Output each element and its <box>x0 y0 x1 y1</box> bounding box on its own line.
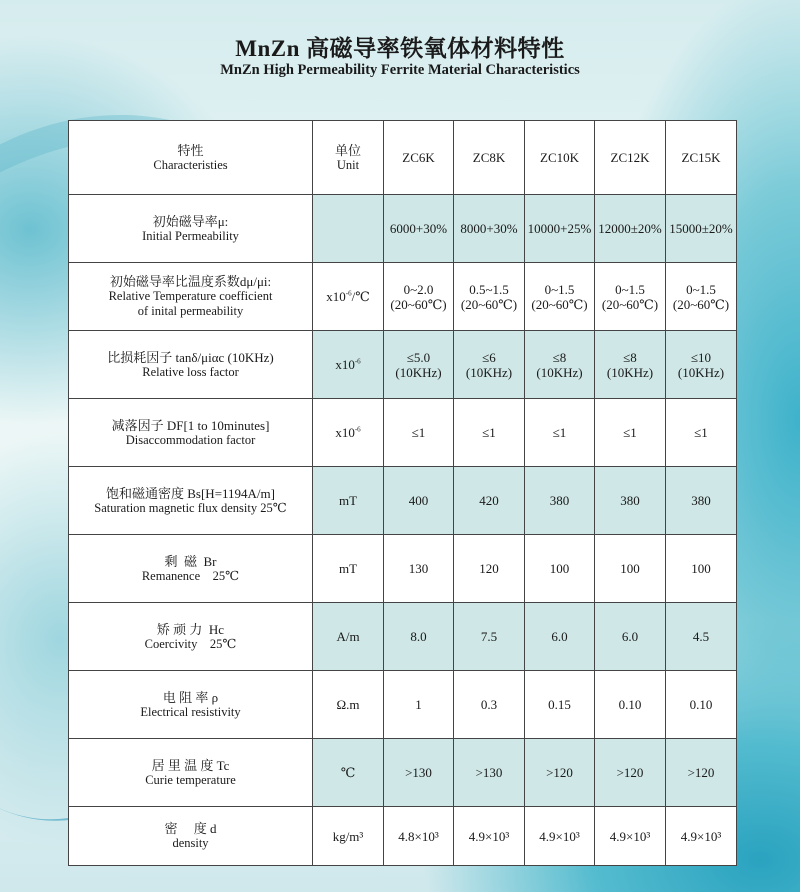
material-characteristics-table <box>68 120 737 866</box>
value-cell: 0.15 <box>525 671 595 739</box>
row-label: 初始磁导率比温度系数dμ/μi: Relative Temperature coefficient of inital permeability <box>69 263 313 331</box>
value-cell: 10000+25% <box>525 195 595 263</box>
row-label: 矫 顽 力 Hc Coercivity 25℃ <box>69 603 313 671</box>
value-cell: 380 <box>666 467 737 535</box>
header-unit: 单位 Unit <box>313 121 384 195</box>
value-cell: 100 <box>666 535 737 603</box>
value-cell: 120 <box>454 535 525 603</box>
table-row-disaccommodation-factor <box>69 399 737 467</box>
value-cell: ≤1 <box>384 399 454 467</box>
row-label: 比损耗因子 tanδ/μiαc (10KHz) Relative loss factor <box>69 331 313 399</box>
row-unit: Ω.m <box>313 671 384 739</box>
page-title-chinese: MnZn 高磁导率铁氧体材料特性 <box>235 36 565 61</box>
value-cell: ≤1 <box>525 399 595 467</box>
value-cell: 6.0 <box>595 603 666 671</box>
value-cell: 0~1.5 (20~60℃) <box>525 263 595 331</box>
value-cell: ≤8 (10KHz) <box>525 331 595 399</box>
value-cell: ≤8 (10KHz) <box>595 331 666 399</box>
value-cell: 0~1.5 (20~60℃) <box>595 263 666 331</box>
value-cell: 4.9×10³ <box>595 807 666 866</box>
value-cell: ≤10 (10KHz) <box>666 331 737 399</box>
value-cell: 4.5 <box>666 603 737 671</box>
value-cell: 0~2.0 (20~60℃) <box>384 263 454 331</box>
value-cell: ≤1 <box>666 399 737 467</box>
value-cell: 400 <box>384 467 454 535</box>
value-cell: 1 <box>384 671 454 739</box>
value-cell: >120 <box>666 739 737 807</box>
table-row-coercivity <box>69 603 737 671</box>
row-label: 初始磁导率μ: Initial Permeability <box>69 195 313 263</box>
value-cell: 4.9×10³ <box>666 807 737 866</box>
value-cell: >120 <box>595 739 666 807</box>
value-cell: 6000+30% <box>384 195 454 263</box>
table-row-electrical-resistivity <box>69 671 737 739</box>
table-header-row <box>69 121 737 195</box>
value-cell: >120 <box>525 739 595 807</box>
value-cell: 8000+30% <box>454 195 525 263</box>
value-cell: 100 <box>525 535 595 603</box>
table-row-density <box>69 807 737 866</box>
value-cell: 0.10 <box>595 671 666 739</box>
header-characteristics: 特性 Characteristies <box>69 121 313 195</box>
value-cell: 7.5 <box>454 603 525 671</box>
table-row-initial-permeability <box>69 195 737 263</box>
value-cell: 12000±20% <box>595 195 666 263</box>
row-label: 剩 磁 Br Remanence 25℃ <box>69 535 313 603</box>
value-cell: >130 <box>384 739 454 807</box>
header-material-zc15k: ZC15K <box>666 121 737 195</box>
value-cell: 0.5~1.5 (20~60℃) <box>454 263 525 331</box>
header-material-zc10k: ZC10K <box>525 121 595 195</box>
header-material-zc8k: ZC8K <box>454 121 525 195</box>
row-label: 饱和磁通密度 Bs[H=1194A/m] Saturation magnetic flux density 25℃ <box>69 467 313 535</box>
value-cell: 0.3 <box>454 671 525 739</box>
value-cell: 15000±20% <box>666 195 737 263</box>
row-unit: A/m <box>313 603 384 671</box>
row-unit: kg/m³ <box>313 807 384 866</box>
value-cell: ≤6 (10KHz) <box>454 331 525 399</box>
value-cell: 4.8×10³ <box>384 807 454 866</box>
table-row-saturation-flux-density <box>69 467 737 535</box>
value-cell: >130 <box>454 739 525 807</box>
row-unit: $x10^{-6}$ <box>313 399 384 467</box>
table-row-remanence <box>69 535 737 603</box>
row-unit: $x10^{-6}/℃$ <box>313 263 384 331</box>
value-cell: 4.9×10³ <box>525 807 595 866</box>
row-unit: mT <box>313 467 384 535</box>
row-unit: mT <box>313 535 384 603</box>
value-cell: ≤1 <box>454 399 525 467</box>
value-cell: 380 <box>595 467 666 535</box>
row-label: 电 阻 率 ρ Electrical resistivity <box>69 671 313 739</box>
header-material-zc6k: ZC6K <box>384 121 454 195</box>
value-cell: 0.10 <box>666 671 737 739</box>
value-cell: 420 <box>454 467 525 535</box>
header-material-zc12k: ZC12K <box>595 121 666 195</box>
value-cell: ≤5.0 (10KHz) <box>384 331 454 399</box>
value-cell: 4.9×10³ <box>454 807 525 866</box>
value-cell: 380 <box>525 467 595 535</box>
page-title-english: MnZn High Permeability Ferrite Material Characteristics <box>220 62 580 78</box>
table-row-temperature-coefficient <box>69 263 737 331</box>
value-cell: 6.0 <box>525 603 595 671</box>
value-cell: 100 <box>595 535 666 603</box>
value-cell: 130 <box>384 535 454 603</box>
row-unit: $x10^{-6}$ <box>313 331 384 399</box>
value-cell: ≤1 <box>595 399 666 467</box>
table-row-curie-temperature <box>69 739 737 807</box>
value-cell: 0~1.5 (20~60℃) <box>666 263 737 331</box>
value-cell: 8.0 <box>384 603 454 671</box>
row-label: 密 度 d density <box>69 807 313 866</box>
row-label: 居 里 温 度 Tc Curie temperature <box>69 739 313 807</box>
row-unit: ℃ <box>313 739 384 807</box>
row-unit <box>313 195 384 263</box>
table-row-relative-loss-factor <box>69 331 737 399</box>
row-label: 减落因子 DF[1 to 10minutes] Disaccommodation factor <box>69 399 313 467</box>
